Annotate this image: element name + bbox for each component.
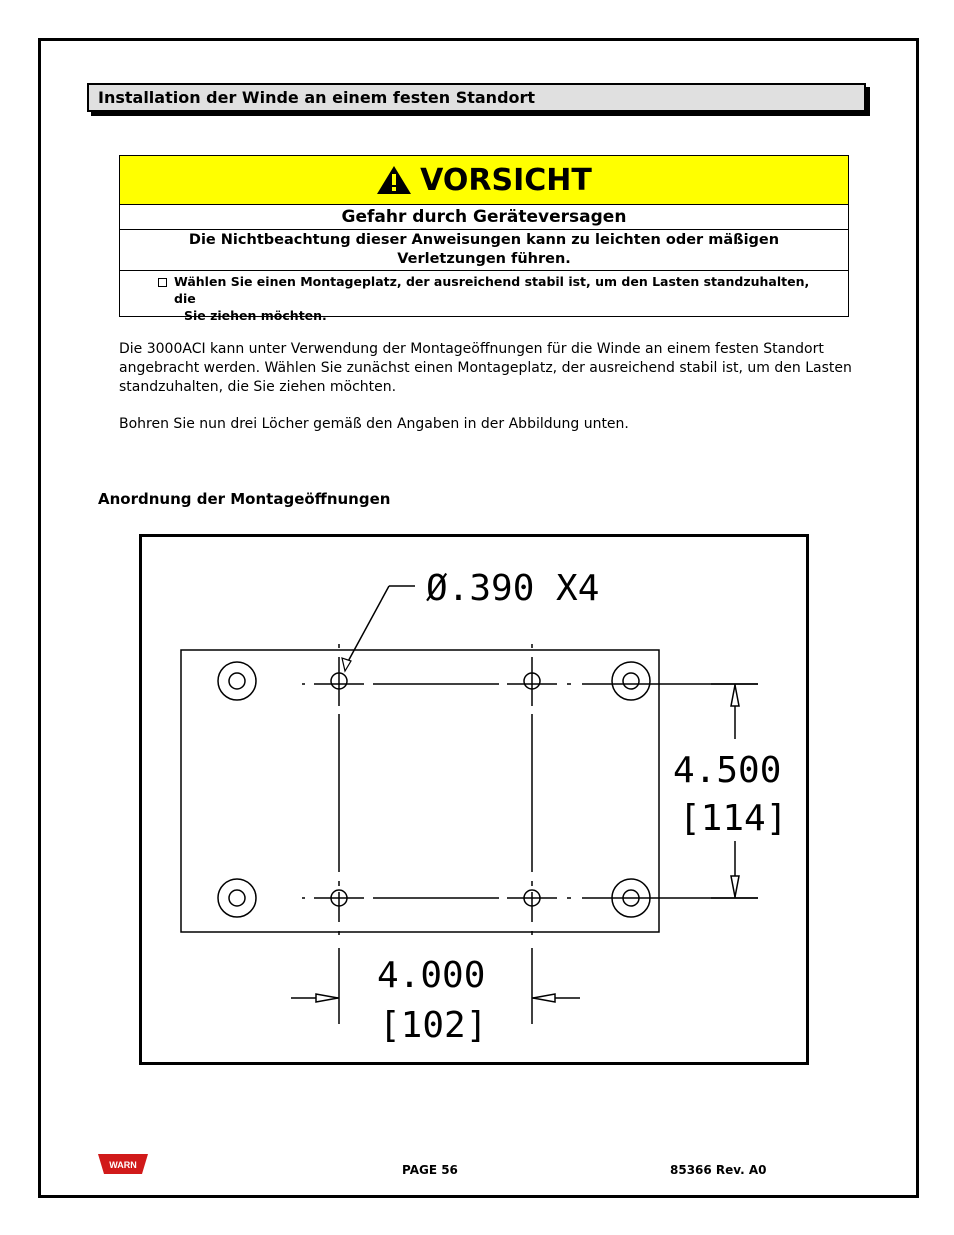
horizontal-dimension-label: 4.000 bbox=[377, 955, 486, 996]
caution-consequence bbox=[120, 230, 848, 271]
caution-banner bbox=[120, 156, 848, 205]
checkbox-bullet-icon bbox=[158, 278, 167, 287]
warn-logo bbox=[98, 1152, 148, 1176]
document-revision: 85366 Rev. A0 bbox=[670, 1163, 767, 1177]
warn-logo-text: WARN bbox=[109, 1160, 137, 1170]
consequence-line: Die Nichtbeachtung dieser Anweisungen kann zu leichten oder mäßigen bbox=[188, 232, 780, 248]
figure-title: Anordnung der Montageöffnungen bbox=[98, 490, 391, 508]
body-paragraph bbox=[119, 340, 859, 397]
hole-callout-label: Ø.390 X4 bbox=[426, 568, 600, 609]
caution-item-line: Sie ziehen möchten. bbox=[184, 308, 327, 323]
body-paragraph: Bohren Sie nun drei Löcher gemäß den Angaben in der Abbildung unten. bbox=[119, 416, 629, 432]
caution-item-line: Wählen Sie einen Montageplatz, der ausreichend stabil ist, um den Lasten standzuhalten, die bbox=[174, 274, 810, 306]
vertical-dimension-metric: [114] bbox=[679, 798, 788, 839]
warning-triangle-icon bbox=[376, 165, 412, 195]
horizontal-dimension-metric: [102] bbox=[379, 1005, 488, 1046]
page-number: PAGE 56 bbox=[402, 1163, 458, 1177]
caution-box bbox=[119, 155, 849, 323]
caution-list bbox=[120, 271, 848, 324]
vertical-dimension-label: 4.500 bbox=[673, 750, 782, 791]
caution-hazard: Gefahr durch Geräteversagen bbox=[120, 205, 848, 230]
section-header: Installation der Winde an einem festen Standort bbox=[87, 83, 866, 112]
mounting-hole-drawing bbox=[139, 534, 809, 1065]
consequence-line: Verletzungen führen. bbox=[397, 251, 571, 267]
body-line: angebracht werden. Wählen Sie zunächst einen Montageplatz, der ausreichend stabil ist, um den Lasten bbox=[119, 360, 852, 376]
body-line: standzuhalten, die Sie ziehen möchten. bbox=[119, 379, 397, 395]
caution-signal-word: VORSICHT bbox=[420, 162, 592, 198]
body-line: Die 3000ACI kann unter Verwendung der Montageöffnungen für die Winde an einem festen Standort bbox=[119, 341, 824, 357]
